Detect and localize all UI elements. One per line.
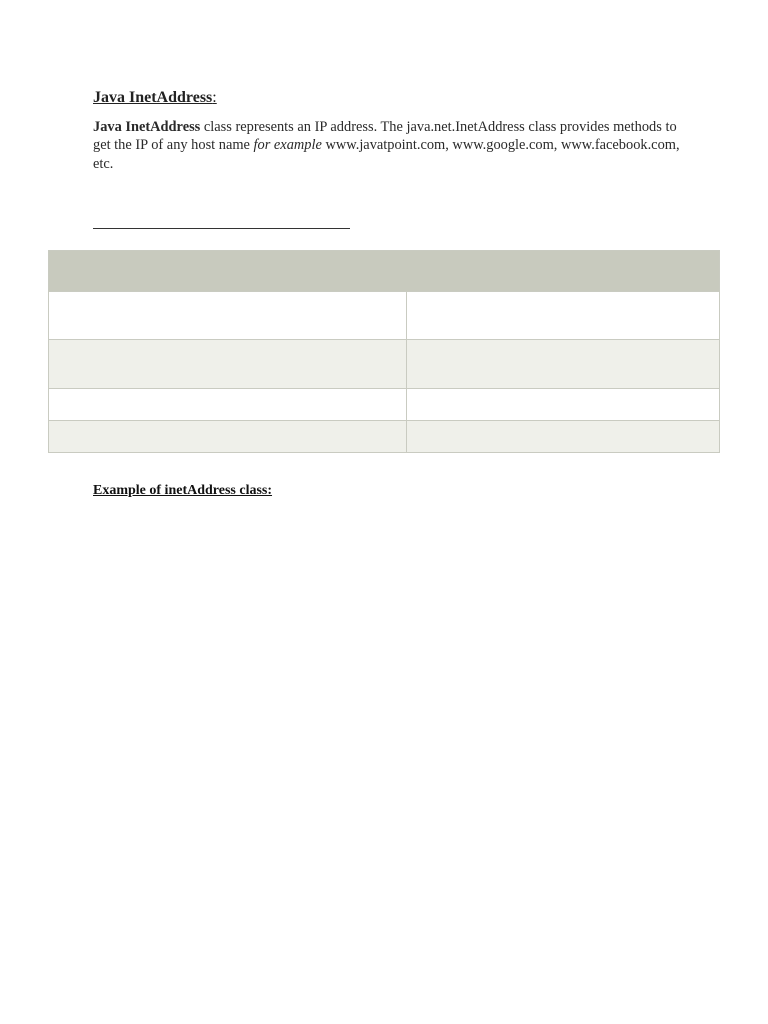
intro-text-2: www.javatpoint.com, www.google.com, www.facebook.com, etc. <box>93 137 680 172</box>
page-title-suffix: : <box>212 89 217 106</box>
table-cell <box>407 389 720 421</box>
table-cell <box>49 421 407 453</box>
table-row <box>49 292 720 340</box>
table-row <box>49 389 720 421</box>
horizontal-rule <box>93 228 350 229</box>
intro-paragraph <box>93 118 693 173</box>
page-title-bold: Java InetAddress <box>93 89 213 106</box>
methods-table <box>48 250 720 453</box>
table-cell <box>49 340 407 389</box>
table-header-cell <box>49 251 720 292</box>
table-header-row <box>49 251 720 292</box>
intro-italic: for example <box>253 137 322 154</box>
intro-lead-bold: Java InetAddress <box>93 119 201 135</box>
table-row <box>49 421 720 453</box>
table-cell <box>49 389 407 421</box>
table-row <box>49 340 720 389</box>
table-cell <box>407 421 720 453</box>
example-heading: Example of inetAddress class: <box>93 483 273 498</box>
intro-text-1: class represents an IP address. The java.net.InetAddress class provides methods to get the IP of any host name <box>93 119 677 154</box>
table-cell <box>407 292 720 340</box>
table-cell <box>49 292 407 340</box>
table-cell <box>407 340 720 389</box>
page-title <box>93 88 217 108</box>
